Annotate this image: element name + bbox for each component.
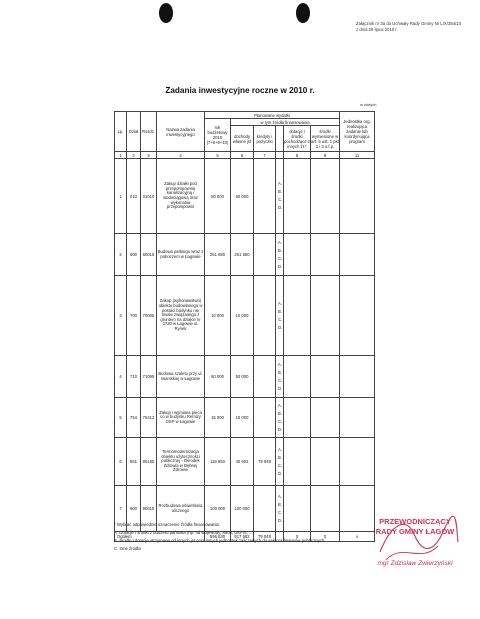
cell-jednostka <box>340 276 375 356</box>
source-letter-b: B. <box>278 247 282 253</box>
column-number: 8 <box>284 152 311 159</box>
cell-kredyty <box>254 159 276 234</box>
summary-dotacje: 0 <box>284 532 311 542</box>
unit-note: w złotych <box>360 102 377 107</box>
cell-rok: 10 000 <box>205 276 231 356</box>
source-letter-a: A. <box>278 493 282 499</box>
source-letter-d: D. <box>278 426 283 432</box>
cell-rok: 15 000 <box>205 398 231 438</box>
cell-kredyty <box>254 234 276 276</box>
summary-kredyty: 79 048 <box>254 532 276 542</box>
source-letter-d: D. <box>278 324 283 330</box>
source-letter-c: C. <box>278 418 283 424</box>
funding-legend <box>114 521 324 553</box>
stamp-signature: mgr Zdzisław Zwierzyński <box>377 560 453 567</box>
source-letter-a: A. <box>278 300 282 306</box>
summary-rok: 596 630 <box>205 532 231 542</box>
column-number: 6 <box>231 152 254 159</box>
cell-source-letters <box>276 159 284 234</box>
cell-dzial: 754 <box>127 398 141 438</box>
cell-nazwa: Zakup (wykonawstwo) obiektu budowlanego w postaci budynku nie trwale związanego z gruntem na działce nr 2720 w Łagowie ul. Rynek <box>157 276 205 356</box>
cell-rozdz: 70005 <box>141 276 157 356</box>
header-rozdz: Rozdz. <box>141 112 157 152</box>
source-letter-d: D. <box>278 263 283 269</box>
source-letter-c: C. <box>278 197 283 202</box>
source-letter-a: A. <box>278 181 282 186</box>
source-letter-d: D. <box>278 385 283 391</box>
cell-rok: 50 000 <box>205 159 231 234</box>
cell-kredyty <box>254 276 276 356</box>
cell-lp: 3 <box>115 276 127 356</box>
cell-rok: 50 000 <box>205 356 231 398</box>
source-letter-d: D. <box>278 517 283 523</box>
source-letter-a: A. <box>278 361 282 367</box>
source-letter-b: B. <box>278 410 282 416</box>
source-letter-b: B. <box>278 189 282 194</box>
cell-lp: 5 <box>115 398 127 438</box>
cell-nazwa: Budowa parkingu wraz z poboczem w Łagowie <box>157 234 205 276</box>
cell-nazwa: Budowa szaletu przy ul. Iwaniskiej w Łagowie <box>157 356 205 398</box>
table-row <box>115 438 375 486</box>
cell-source-letters <box>276 356 284 398</box>
cell-dochody: 40 902 <box>231 438 254 486</box>
cell-srodki <box>311 398 340 438</box>
cell-dzial: 010 <box>127 159 141 234</box>
page-title: Zadania inwestycyjne roczne w 2010 r. <box>165 86 315 95</box>
cell-source-letters <box>276 438 284 486</box>
cell-srodki <box>311 159 340 234</box>
source-letter-d: D. <box>278 470 283 476</box>
table-row <box>115 276 375 356</box>
header-rok: rok budżetowy 2010 (7+8+9+10) <box>205 119 231 152</box>
cell-dochody: 251 680 <box>231 234 254 276</box>
source-letter-b: B. <box>278 308 282 314</box>
cell-lp: 1 <box>115 159 127 234</box>
cell-dochody: 100 000 <box>231 486 254 532</box>
header-dochody: dochody własne jst <box>231 126 254 152</box>
cell-jednostka <box>340 356 375 398</box>
cell-rozdz: 85195 <box>141 438 157 486</box>
source-letter-c: C. <box>278 509 283 515</box>
cell-jednostka <box>340 159 375 234</box>
cell-dotacje <box>284 234 311 276</box>
cell-lp: 7 <box>115 486 127 532</box>
header-nazwa: Nazwa zadania inwestycyjnego <box>157 112 205 152</box>
source-letter-a: A. <box>278 446 282 452</box>
cell-rozdz: 75412 <box>141 398 157 438</box>
column-number: 3 <box>141 152 157 159</box>
attachment-line-2: z dnia 28 lipca 2010 r. <box>356 27 398 32</box>
source-letter-b: B. <box>278 369 282 375</box>
cell-dotacje <box>284 356 311 398</box>
cell-srodki <box>311 438 340 486</box>
cell-srodki <box>311 356 340 398</box>
cell-source-letters <box>276 234 284 276</box>
cell-dzial: 710 <box>127 356 141 398</box>
header-source-letter <box>276 126 284 152</box>
header-jednostka: Jednostka org. realizująca zadanie lub koordynująca program <box>340 112 375 152</box>
cell-dochody: 10 000 <box>231 276 254 356</box>
summary-label: Ogółem <box>115 532 205 542</box>
cell-kredyty <box>254 398 276 438</box>
summary-jednostka: x <box>340 532 375 542</box>
cell-dochody: 50 000 <box>231 159 254 234</box>
cell-jednostka <box>340 438 375 486</box>
cell-jednostka <box>340 398 375 438</box>
table-body <box>115 152 375 542</box>
column-number: 2 <box>127 152 141 159</box>
attachment-line-1: Załącznik nr 3a do Uchwały Rady Gminy Nr LIX/354/10 <box>356 21 462 26</box>
cell-nazwa: Zakup działki pod przepompownię kanalizacyjną i wodociągową oraz wykonanie przepompowni <box>157 159 205 234</box>
cell-rok: 100 000 <box>205 486 231 532</box>
investment-table <box>114 111 375 542</box>
cell-rok: 119 950 <box>205 438 231 486</box>
cell-nazwa: Zakup i wymiana pieca co w budynku Remizy OSP w Łagowie <box>157 398 205 438</box>
stamp-line-2: RADY GMINY ŁAGÓW <box>375 527 455 536</box>
cell-dotacje <box>284 398 311 438</box>
header-kredyty: kredyty i pożyczki <box>254 126 276 152</box>
cell-dzial: 851 <box>127 438 141 486</box>
column-number: 1 <box>115 152 127 159</box>
table-row <box>115 356 375 398</box>
punch-hole-right <box>296 3 310 23</box>
table-header <box>115 112 375 152</box>
cell-dzial: 900 <box>127 486 141 532</box>
source-letter-a: A. <box>278 402 282 408</box>
source-letter-d: D. <box>278 205 283 210</box>
cell-dzial: 700 <box>127 276 141 356</box>
cell-dochody: 50 000 <box>231 356 254 398</box>
cell-dotacje <box>284 276 311 356</box>
cell-nazwa: Rozbudowa oświetlenia ulicznego <box>157 486 205 532</box>
chairman-stamp <box>365 517 465 569</box>
cell-lp: 6 <box>115 438 127 486</box>
legend-line: C. Inne źródła <box>114 546 141 551</box>
column-number: 4 <box>157 152 205 159</box>
cell-rozdz: 71095 <box>141 356 157 398</box>
summary-dochody: 517 582 <box>231 532 254 542</box>
source-letter-c: C. <box>278 377 283 383</box>
cell-rozdz: 60016 <box>141 234 157 276</box>
header-lp: Lp. <box>115 112 127 152</box>
cell-source-letters <box>276 398 284 438</box>
cell-rozdz: 90015 <box>141 486 157 532</box>
table-row <box>115 234 375 276</box>
legend-line: A. Dotacje i środki z budżetu państwa (np. od wojewody, MEN, UKFiS, ...) <box>114 530 255 535</box>
column-number <box>276 152 284 159</box>
stamp-line-1: PRZEWODNICZĄCY <box>379 517 451 526</box>
cell-rozdz: 01010 <box>141 159 157 234</box>
cell-nazwa: Termomodernizacja obiektu użyteczności publicznej - Ośrodek Zdrowia w Dębnej Zdrowie <box>157 438 205 486</box>
column-number-row <box>115 152 375 159</box>
source-letter-b: B. <box>278 501 282 507</box>
punch-hole-left <box>159 3 173 23</box>
header-dotacje: dotacje i środki pochodzące z innych źr.* <box>284 126 311 152</box>
source-letter-a: A. <box>278 239 282 245</box>
cell-kredyty: 79 048 <box>254 438 276 486</box>
source-letter-c: C. <box>278 462 283 468</box>
column-number: 7 <box>254 152 276 159</box>
cell-dochody: 15 000 <box>231 398 254 438</box>
header-w-tym: w tym źródła finansowania <box>231 119 340 126</box>
column-number: 11 <box>340 152 375 159</box>
cell-srodki <box>311 234 340 276</box>
table-row <box>115 398 375 438</box>
cell-source-letters <box>276 276 284 356</box>
attachment-note <box>356 21 461 33</box>
cell-rok: 251 680 <box>205 234 231 276</box>
cell-dotacje <box>284 159 311 234</box>
summary-srodki: 0 <box>311 532 340 542</box>
header-planowane: Planowane wydatki <box>205 112 340 119</box>
legend-line: * Wybrać odpowiednie oznaczenie źródła finansowania: <box>114 522 221 527</box>
legend-line: B. Środki i dotacje otrzymane od innych jst oraz innych jednostek zaliczanych do sektora finansów publicznych <box>114 538 325 543</box>
table-row <box>115 159 375 234</box>
cell-srodki <box>311 276 340 356</box>
header-srodki: środki wymienione w art. 5 ust. 1 pkt 2 i 3 u.f.p. <box>311 126 340 152</box>
cell-lp: 2 <box>115 234 127 276</box>
header-dzial: Dział <box>127 112 141 152</box>
cell-lp: 4 <box>115 356 127 398</box>
column-number: 5 <box>205 152 231 159</box>
cell-jednostka <box>340 234 375 276</box>
source-letter-b: B. <box>278 454 282 460</box>
source-letter-c: C. <box>278 316 283 322</box>
cell-dzial: 600 <box>127 234 141 276</box>
cell-dotacje <box>284 438 311 486</box>
column-number: 9 <box>311 152 340 159</box>
source-letter-c: C. <box>278 255 283 261</box>
cell-kredyty <box>254 356 276 398</box>
